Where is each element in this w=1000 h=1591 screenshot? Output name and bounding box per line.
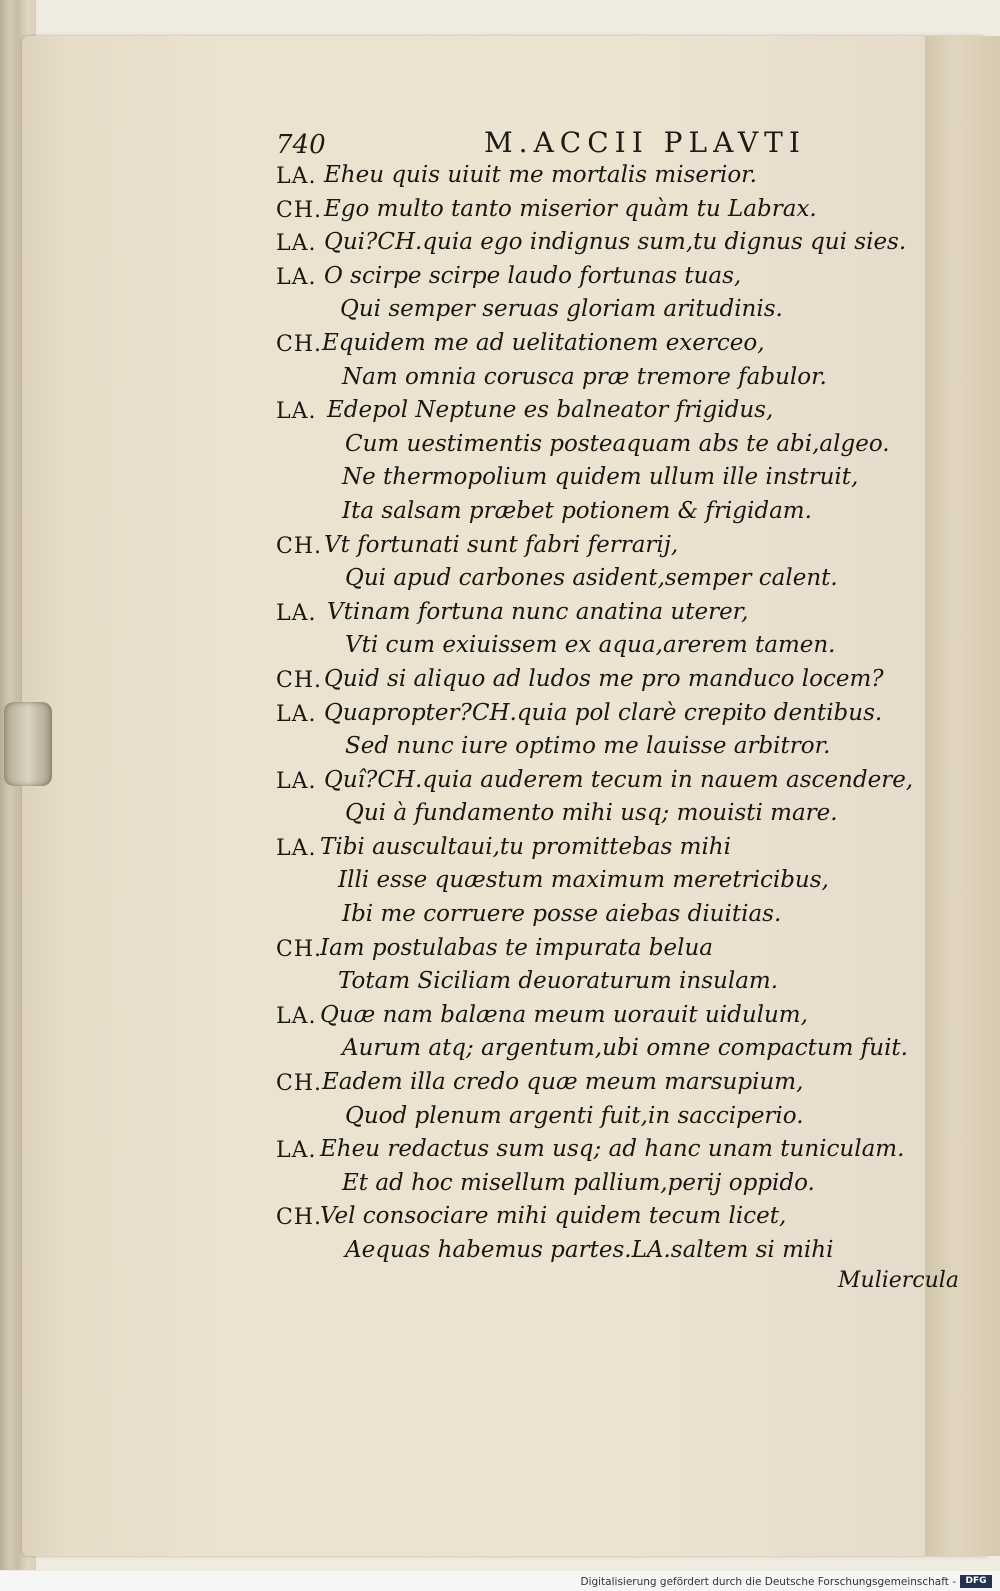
verse-text: Qui?CH.quia ego indignus sum,tu dignus qui sies. <box>324 229 907 256</box>
verse-text: Sed nunc iure optimo me lauisse arbitror. <box>345 733 831 760</box>
verse-text: Quod plenum argenti fuit,in sacciperio. <box>345 1102 804 1129</box>
speaker-label: CH. <box>276 197 323 223</box>
page-number: 740 <box>276 130 326 160</box>
verse-text: Iam postulabas te impurata belua <box>320 934 714 961</box>
verse-line <box>272 462 892 496</box>
verse-text: Eheu quis uiuit me mortalis miserior. <box>324 162 757 188</box>
speaker-label: CH. <box>276 1071 323 1097</box>
verse-line <box>272 765 914 799</box>
verse-text: Equidem me ad uelitationem exerceo, <box>322 329 765 356</box>
verse-line <box>272 865 892 899</box>
verse-line <box>272 328 892 362</box>
speaker-label: CH. <box>276 936 323 962</box>
speaker-label: CH. <box>276 1205 323 1231</box>
footer-credit: Digitalisierung gefördert durch die Deutsche Forschungsgemeinschaft - <box>580 1576 956 1588</box>
verse-text: Quapropter?CH.quia pol clarè crepito dentibus. <box>324 699 883 726</box>
verse-text: Qui à fundamento mihi usq; mouisti mare. <box>345 800 838 827</box>
verse-line <box>272 227 907 261</box>
verse-line <box>272 294 892 328</box>
speaker-label: LA. <box>276 701 317 727</box>
speaker-label: LA. <box>276 835 317 861</box>
verse-text: Cum uestimentis posteaquam abs te abi,algeo. <box>345 430 890 457</box>
verse-line <box>272 563 892 597</box>
speaker-label: LA. <box>276 768 317 794</box>
verse-line <box>272 194 892 228</box>
verse-text: Illi esse quæstum maximum meretricibus, <box>338 867 829 894</box>
verse-text: Qui apud carbones asident,semper calent. <box>345 565 838 592</box>
verse-text: O scirpe scirpe laudo fortunas tuas, <box>324 262 742 289</box>
verse-line <box>272 1201 892 1235</box>
verse-text: Eheu redactus sum usq; ad hanc unam tuniculam. <box>320 1136 905 1163</box>
speaker-label: CH. <box>276 667 323 693</box>
verse-text: Vel consociare mihi quidem tecum licet, <box>320 1203 787 1230</box>
verse-line <box>272 698 892 732</box>
speaker-label: LA. <box>276 1003 317 1029</box>
speaker-label: LA. <box>276 399 317 425</box>
verse-line <box>272 832 892 866</box>
verse-line <box>272 1168 892 1202</box>
verse-text: Qui semper seruas gloriam aritudinis. <box>340 296 783 323</box>
verse-line <box>272 1134 905 1168</box>
speaker-label: CH. <box>276 331 323 357</box>
verse-line <box>272 429 892 463</box>
verse-text: Quî?CH.quia auderem tecum in nauem ascendere, <box>324 766 914 793</box>
page-title: M.ACCII PLAVTI <box>484 126 806 159</box>
verse-text: Ne thermopolium quidem ullum ille instruit, <box>342 464 859 491</box>
verse-text: Ita salsam præbet potionem & frigidam. <box>342 497 812 524</box>
verse-text: Edepol Neptune es balneator frigidus, <box>327 397 774 424</box>
verse-text: Vti cum exiuissem ex aqua,arerem tamen. <box>345 632 836 659</box>
verse-text: Totam Siciliam deuoraturum insulam. <box>338 968 779 995</box>
verse-text: Vtinam fortuna nunc anatina uterer, <box>327 598 749 625</box>
verse-text: Vt fortunati sunt fabri ferrarij, <box>324 531 679 558</box>
verse-text: Aequas habemus partes.LA.saltem si mihi <box>345 1237 834 1263</box>
clasp-tab <box>4 702 52 786</box>
verse-text: Tibi auscultaui,tu promittebas mihi <box>320 833 731 860</box>
speaker-label: LA. <box>276 1138 317 1164</box>
verse-text: Nam omnia corusca præ tremore fabulor. <box>342 363 827 390</box>
verse-line <box>272 731 892 765</box>
verse-line <box>272 530 892 564</box>
verse-line <box>272 664 892 698</box>
speaker-label: LA. <box>276 264 317 290</box>
verse-block <box>272 160 914 1269</box>
dfg-logo: DFG <box>960 1575 992 1588</box>
speaker-label: LA. <box>276 164 317 189</box>
verse-line <box>272 966 892 1000</box>
verse-text: Ego multo tanto miserior quàm tu Labrax. <box>324 195 817 222</box>
speaker-label: LA. <box>276 231 317 257</box>
verse-line <box>272 933 892 967</box>
verse-line <box>272 899 892 933</box>
facing-page-edge <box>925 36 1000 1556</box>
verse-line <box>272 630 892 664</box>
verse-line <box>272 798 892 832</box>
verse-text: Quæ nam balæna meum uorauit uidulum, <box>320 1001 808 1028</box>
speaker-label: CH. <box>276 533 323 559</box>
verse-text: Eadem illa credo quæ meum marsupium, <box>322 1069 804 1096</box>
verse-line <box>272 496 892 530</box>
verse-line <box>272 597 892 631</box>
verse-line <box>272 1000 892 1034</box>
verse-text: Ibi me corruere posse aiebas diuitias. <box>342 901 782 928</box>
verse-line <box>272 1033 908 1067</box>
verse-line <box>272 362 892 396</box>
verse-line <box>272 1101 892 1135</box>
verse-text: Aurum atq; argentum,ubi omne compactum fuit. <box>342 1035 908 1062</box>
verse-text: Et ad hoc misellum pallium,perij oppido. <box>342 1169 815 1196</box>
footer-bar <box>0 1571 1000 1591</box>
catchword: Muliercula <box>838 1268 959 1293</box>
verse-line <box>272 1067 892 1101</box>
verse-line <box>272 261 892 295</box>
speaker-label: LA. <box>276 600 317 626</box>
verse-line <box>272 160 892 194</box>
verse-line <box>272 1235 892 1269</box>
verse-text: Quid si aliquo ad ludos me pro manduco locem? <box>324 665 884 692</box>
verse-line <box>272 395 892 429</box>
